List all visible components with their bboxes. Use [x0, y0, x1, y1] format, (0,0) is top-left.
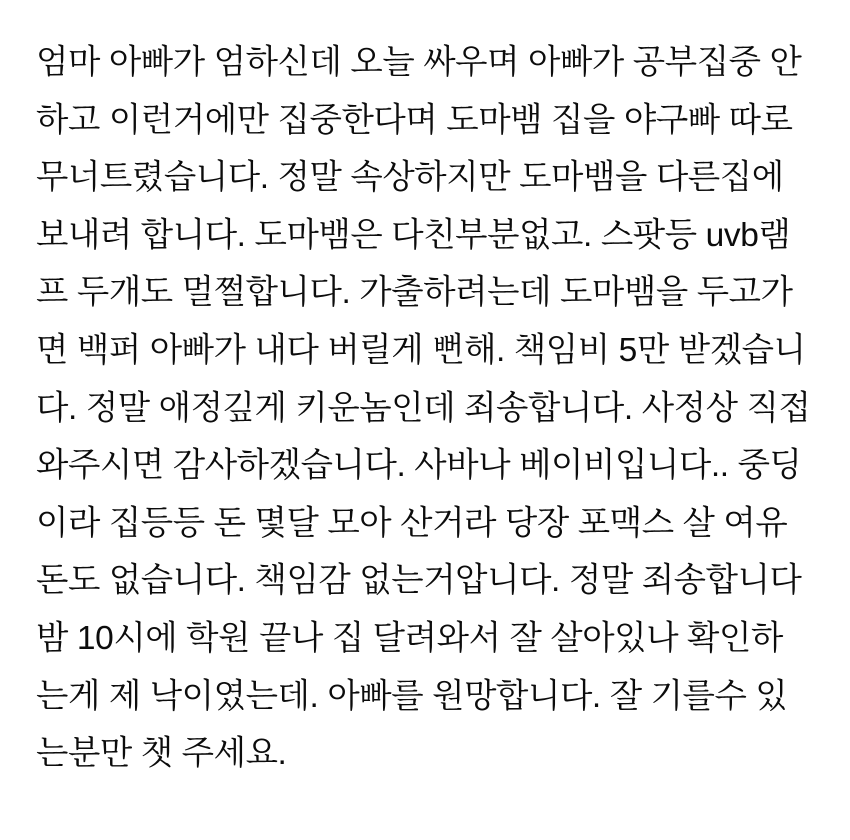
- document-body-text: 엄마 아빠가 엄하신데 오늘 싸우며 아빠가 공부집중 안하고 이런거에만 집중한다며 도마뱀 집을 야구빠 따로 무너트렸습니다. 정말 속상하지만 도마뱀을 다른집에 보내려 합니다. 도마뱀은 다친부분없고. 스팟등 uvb램프 두개도 멀쩔합니다. 가출하려는데 도마뱀을 두고가면 백퍼 아빠가 내다 버릴게 뻔해. 책임비 5만 받겠습니다. 정말 애정깊게 키운놈인데 죄송합니다. 사정상 직접 와주시면 감사하겠습니다. 사바나 베이비입니다.. 중딩이라 집등등 돈 몇달 모아 산거라 당장 포맥스 살 여유돈도 없습니다. 책임감 없는거압니다. 정말 죄송합니다 밤 10시에 학원 끝나 집 달려와서 잘 살아있나 확인하는게 제 낙이였는데. 아빠를 원망합니다. 잘 기를수 있는분만 챗 주세요.: [36, 44, 811, 773]
